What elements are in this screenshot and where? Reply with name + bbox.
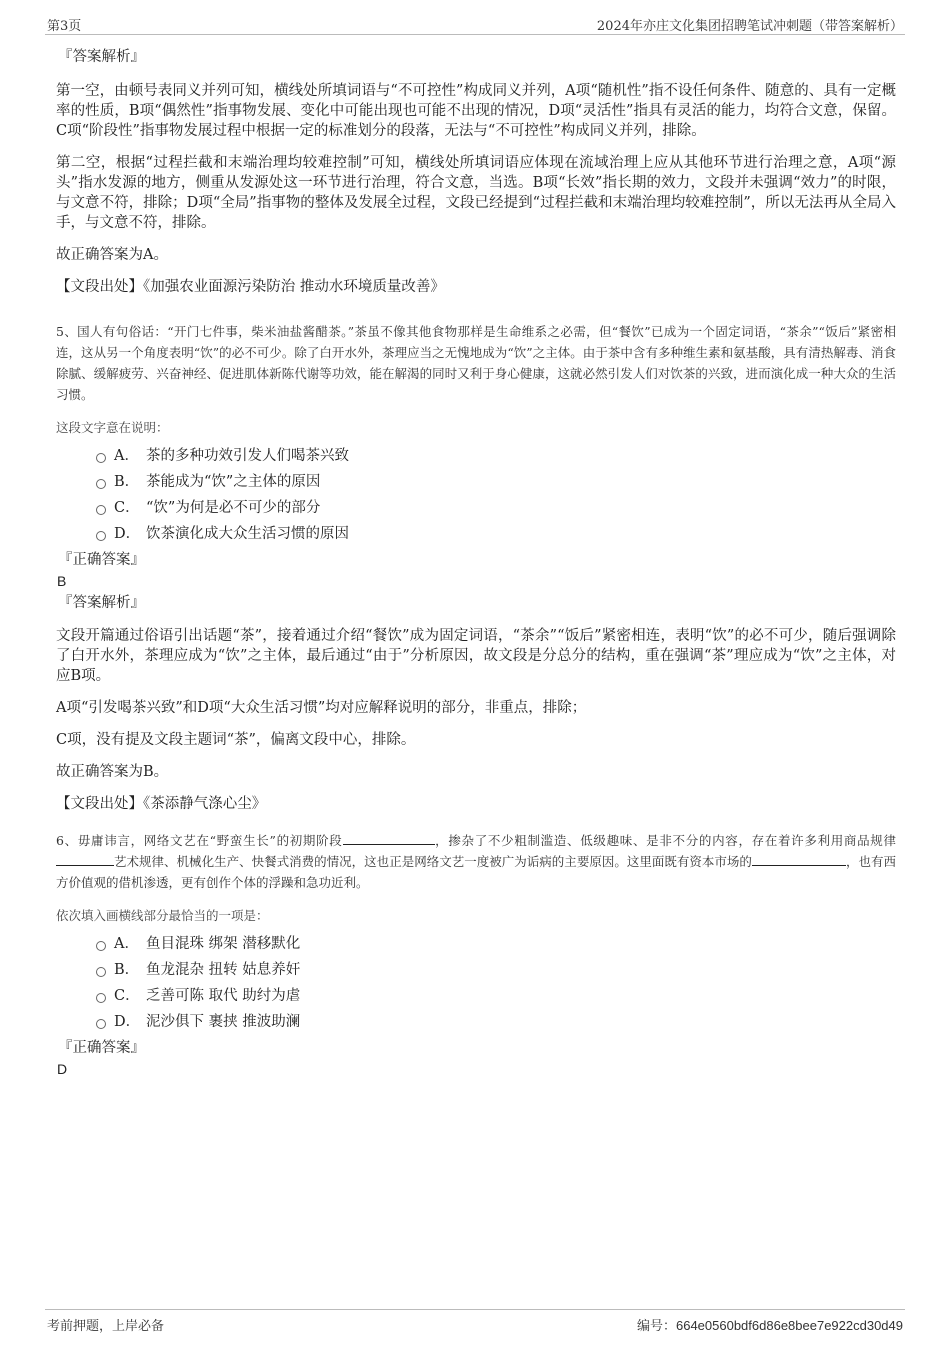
question-5: [56, 321, 896, 814]
correct-answer: B: [57, 573, 67, 589]
source-citation: 【文段出处】《加强农业面源污染防治 推动水环境质量改善》: [56, 279, 445, 295]
question-prompt: 依次填入画横线部分最恰当的一项是：: [56, 908, 269, 923]
stem-text: ，也有西方价值观的借机渗透，更有创作个体的浮躁和急功近利。: [56, 854, 896, 890]
analysis-label: 『答案解析』: [58, 595, 145, 611]
analysis-paragraph: 第二空，根据“过程拦截和末端治理均较难控制”可知，横线处所填词语应体现在流域治理上应从其他环节进行治理之意，A项“源头”指水发源的地方，侧重从发源处这一环节进行治理，符合文意，当选。B项“长效”指长期的效力，文段并未强调“效力”的时限，与文意不符，排除；D项“全局”指事物的整体及发展全过程，文段已经提到“过程拦截和末端治理均较难控制”，所以无法再从全局入手，与文意不符，排除。: [56, 155, 896, 231]
option-c[interactable]: [56, 985, 896, 1011]
option-letter: D．: [114, 1014, 141, 1030]
option-list: [56, 445, 896, 549]
option-list: [56, 933, 896, 1037]
radio-button[interactable]: [96, 993, 106, 1003]
option-text: 鱼目混珠 绑架 潜移默化: [146, 936, 301, 952]
option-letter: B．: [114, 474, 140, 490]
option-d[interactable]: [56, 1011, 896, 1037]
option-letter: B．: [114, 962, 140, 978]
answer-conclusion: 故正确答案为A。: [56, 247, 168, 263]
radio-button[interactable]: [96, 505, 106, 515]
answer-conclusion: 故正确答案为B。: [56, 764, 169, 780]
document-code: [637, 1315, 903, 1334]
page-footer: [45, 1309, 905, 1334]
option-text: 乏善可陈 取代 助纣为虐: [146, 988, 301, 1004]
analysis-label: 『答案解析』: [58, 49, 145, 65]
option-letter: A．: [114, 936, 139, 952]
correct-answer-label: 『正确答案』: [58, 552, 145, 568]
option-c[interactable]: [56, 497, 896, 523]
page-content: [56, 44, 896, 1079]
fill-blank: [752, 853, 846, 866]
option-text: 泥沙俱下 裹挟 推波助澜: [146, 1014, 301, 1030]
option-letter: C．: [114, 988, 140, 1004]
stem-text: ，掺杂了不少粗制滥造、低级趣味、是非不分的内容，存在着许多利用商品规律: [434, 833, 896, 848]
radio-button[interactable]: [96, 453, 106, 463]
footer-slogan: 考前押题，上岸必备: [47, 1319, 165, 1334]
analysis-paragraph: 文段开篇通过俗语引出话题“茶”，接着通过介绍“餐饮”成为固定词语，“茶余”“饭后”紧密相连，表明“饮”的必不可少，随后强调除了白开水外，茶理应成为“饮”之主体，最后通过“由于”分析原因，故文段是分总分的结构，重在强调“茶”理应成为“饮”之主体，对应B项。: [56, 628, 896, 684]
option-text: “饮”为何是必不可少的部分: [146, 500, 321, 516]
option-letter: D．: [114, 526, 141, 542]
question-4-tail: [56, 46, 896, 297]
fill-blank: [56, 853, 114, 866]
radio-button[interactable]: [96, 1019, 106, 1029]
code-value: 664e0560bdf6d86e8bee7e922cd30d49: [675, 1318, 903, 1333]
option-letter: A．: [114, 448, 139, 464]
document-title: 2024年亦庄文化集团招聘笔试冲刺题（带答案解析）: [596, 19, 903, 34]
radio-button[interactable]: [96, 941, 106, 951]
option-text: 饮茶演化成大众生活习惯的原因: [146, 526, 349, 542]
question-prompt: 这段文字意在说明：: [56, 420, 169, 435]
option-d[interactable]: [56, 523, 896, 549]
question-stem: [56, 830, 896, 893]
stem-text: 6、毋庸讳言，网络文艺在“野蛮生长”的初期阶段: [56, 833, 343, 848]
fill-blank: [343, 832, 435, 845]
question-6: [56, 830, 896, 1079]
source-citation: 【文段出处】《茶添静气涤心尘》: [56, 796, 267, 812]
option-text: 茶能成为“饮”之主体的原因: [146, 474, 321, 490]
radio-button[interactable]: [96, 967, 106, 977]
option-a[interactable]: [56, 445, 896, 471]
option-letter: C．: [114, 500, 140, 516]
option-b[interactable]: [56, 959, 896, 985]
radio-button[interactable]: [96, 531, 106, 541]
analysis-paragraph: C项，没有提及文段主题词“茶”，偏离文段中心，排除。: [56, 732, 416, 748]
option-text: 茶的多种功效引发人们喝茶兴致: [146, 448, 349, 464]
correct-answer-label: 『正确答案』: [58, 1040, 145, 1056]
option-text: 鱼龙混杂 扭转 姑息养奸: [146, 962, 301, 978]
option-a[interactable]: [56, 933, 896, 959]
analysis-paragraph: 第一空，由顿号表同义并列可知，横线处所填词语与“不可控性”构成同义并列，A项“随机性”指不设任何条件、随意的、具有一定概率的性质，B项“偶然性”指事物发展、变化中可能出现也可能不出现的情况，D项“灵活性”指具有灵活的能力，均符合文意，保留。C项“阶段性”指事物发展过程中根据一定的标准划分的段落，无法与“不可控性”构成同义并列，排除。: [56, 83, 896, 139]
radio-button[interactable]: [96, 479, 106, 489]
option-b[interactable]: [56, 471, 896, 497]
correct-answer: D: [57, 1061, 68, 1077]
question-stem: 5、国人有句俗话：“开门七件事，柴米油盐酱醋茶。”茶虽不像其他食物那样是生命维系之必需，但“餐饮”已成为一个固定词语，“茶余”“饭后”紧密相连，这从另一个角度表明“饮”的必不可少。除了白开水外，茶理应当之无愧地成为“饮”之主体。由于茶中含有多种维生素和氨基酸，具有清热解毒、消食除腻、缓解疲劳、兴奋神经、促进肌体新陈代谢等功效，能在解渴的同时又利于身心健康，这就必然引发人们对饮茶的兴致，进而演化成一种大众的生活习惯。: [56, 324, 896, 402]
analysis-paragraph: A项“引发喝茶兴致”和D项“大众生活习惯”均对应解释说明的部分，非重点，排除；: [56, 700, 587, 716]
page-header: [45, 12, 905, 35]
page-number: 第3页: [47, 19, 82, 34]
code-label: 编号：: [636, 1319, 676, 1334]
stem-text: 艺术规律、机械化生产、快餐式消费的情况，这也正是网络文艺一度被广为诟病的主要原因。这里面既有资本市场的: [114, 854, 752, 869]
